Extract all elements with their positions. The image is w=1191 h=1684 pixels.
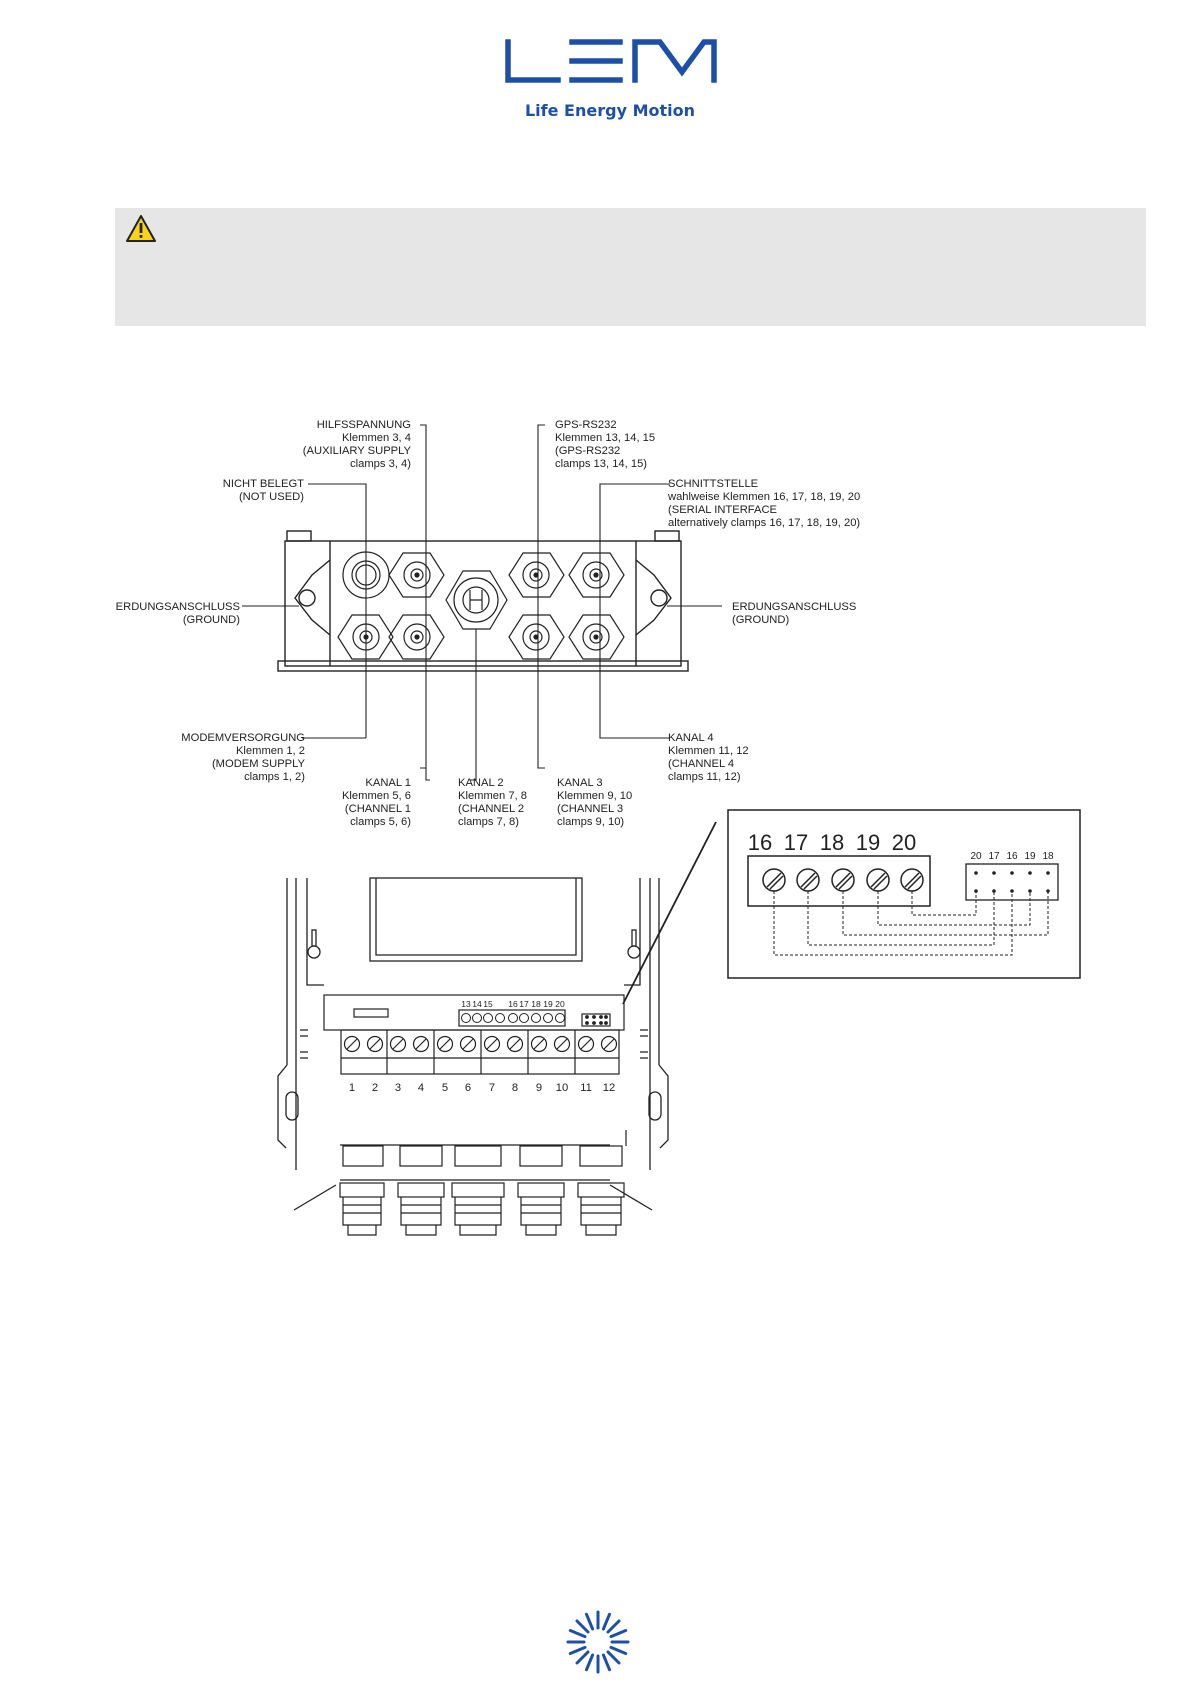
gland-channel-3	[509, 615, 564, 659]
diagram-label: (MODEM SUPPLY	[211, 758, 305, 770]
diagram-label: (NOT USED)	[238, 491, 304, 503]
diagram-label: (CHANNEL 4	[668, 758, 735, 770]
label-schnittstelle	[667, 478, 860, 529]
diagram-label: KANAL 1	[365, 777, 411, 789]
diagram-label: (GROUND)	[182, 614, 240, 626]
diagram-label: ERDUNGSANSCHLUSS	[115, 601, 240, 613]
label-kanal-2	[458, 777, 527, 828]
diagram-label: clamps 13, 14, 15)	[555, 458, 648, 470]
diagram-label: 20	[555, 999, 565, 1009]
diagram-label: KANAL 2	[458, 777, 504, 789]
diagram-label: (CHANNEL 2	[458, 803, 525, 815]
label-ground-right	[732, 601, 856, 626]
diagram-label: HILFSSPANNUNG	[316, 419, 411, 431]
logo-tagline: Life Energy Motion	[524, 101, 695, 120]
cable-glands	[338, 552, 624, 659]
diagram-label: (SERIAL INTERFACE	[668, 504, 777, 516]
diagram-label: 19	[1024, 851, 1036, 862]
diagram-label: alternatively clamps 16, 17, 18, 19, 20)	[668, 517, 861, 529]
diagram-label: 11	[580, 1082, 592, 1094]
diagram-label: 15	[483, 999, 493, 1009]
label-kanal-3	[557, 777, 632, 828]
diagram-label: clamps 9, 10)	[557, 816, 625, 828]
diagram-label: (GPS-RS232	[555, 445, 621, 457]
diagram-label: MODEMVERSORGUNG	[181, 732, 305, 744]
housing-bottom-view	[278, 531, 688, 671]
diagram-label: (CHANNEL 3	[557, 803, 624, 815]
diagram-label: 17	[988, 851, 1000, 862]
diagram-label: 7	[488, 1082, 496, 1094]
diagram-label: 18	[819, 830, 845, 855]
diagram-label: SCHNITTSTELLE	[668, 478, 759, 490]
diagram-label: 14	[472, 999, 482, 1009]
label-ground-left	[116, 601, 241, 626]
label-kanal-4	[668, 732, 749, 783]
diagram-label: 16	[1006, 851, 1018, 862]
lem-sunburst-icon	[563, 1607, 633, 1677]
diagram-label: 19	[543, 999, 553, 1009]
diagram-label: 4	[417, 1082, 425, 1094]
diagram-label: clamps 3, 4)	[350, 458, 411, 470]
label-gps	[555, 419, 655, 470]
diagram-label: (CHANNEL 1	[344, 803, 411, 815]
diagram-label: 20	[891, 830, 917, 855]
diagram-label: 8	[511, 1082, 519, 1094]
diagram-label: 6	[464, 1082, 472, 1094]
serial-interface-inset	[623, 810, 1080, 1004]
gland-gps	[509, 553, 564, 597]
diagram-label: 17	[783, 830, 809, 855]
diagram-label: NICHT BELEGT	[222, 478, 304, 490]
diagram-label: KANAL 3	[557, 777, 603, 789]
diagram-label: Klemmen 3, 4	[341, 432, 411, 444]
device-cable-glands	[340, 1130, 626, 1235]
gland-channel-2	[446, 571, 507, 629]
diagram-label: 5	[441, 1082, 449, 1094]
inset-screw-terminals	[763, 869, 923, 891]
diagram-label: clamps 11, 12)	[668, 771, 741, 783]
top-terminal-numbers	[461, 999, 565, 1009]
diagram-label: 3	[394, 1082, 402, 1094]
diagram-label: Klemmen 5, 6	[341, 790, 411, 802]
gland-serial	[569, 553, 624, 597]
label-kanal-1	[342, 777, 411, 828]
top-terminal-screws	[462, 1014, 565, 1023]
diagram-label: 10	[555, 1082, 569, 1094]
diagram-label: Klemmen 7, 8	[458, 790, 528, 802]
diagram-label: ERDUNGSANSCHLUSS	[732, 601, 857, 613]
gland-channel-4	[569, 615, 624, 659]
diagram-label: 1	[348, 1082, 356, 1094]
diagram-label: 18	[531, 999, 541, 1009]
label-nicht-belegt	[223, 478, 305, 503]
label-hilfsspannung	[303, 419, 412, 470]
diagram-label: Klemmen 9, 10	[557, 790, 633, 802]
diagram-label: 13	[461, 999, 471, 1009]
diagram-label: KANAL 4	[668, 732, 714, 744]
diagram-label: 9	[535, 1082, 543, 1094]
diagram-label: clamps 5, 6)	[350, 816, 411, 828]
inset-pointer-line	[623, 822, 716, 1004]
bottom-terminal-numbers	[349, 1082, 615, 1094]
diagram-label: 2	[371, 1082, 379, 1094]
diagram-label: 16	[508, 999, 518, 1009]
diagram-label: 20	[970, 851, 982, 862]
diagram-label: Klemmen 13, 14, 15	[555, 432, 656, 444]
diagram-label: clamps 1, 2)	[244, 771, 305, 783]
diagram-label: (AUXILIARY SUPPLY	[302, 445, 411, 457]
inset-connector-pins	[974, 871, 1050, 893]
diagram-label: clamps 7, 8)	[458, 816, 519, 828]
diagram-label: Klemmen 1, 2	[235, 745, 305, 757]
diagram-label: 12	[602, 1082, 616, 1094]
gland-aux	[389, 553, 444, 597]
diagram-label: 16	[747, 830, 773, 855]
diagram-label: 17	[519, 999, 529, 1009]
label-modem	[181, 732, 305, 783]
diagram-label: wahlweise Klemmen 16, 17, 18, 19, 20	[668, 491, 861, 503]
diagram-label: 18	[1042, 851, 1054, 862]
diagram-label: Klemmen 11, 12	[668, 745, 749, 757]
gland-channel-1	[389, 615, 444, 659]
diagram-label: (GROUND)	[732, 614, 790, 626]
diagram-label: 19	[855, 830, 881, 855]
diagram-label: GPS-RS232	[555, 419, 617, 431]
bottom-terminal-block	[341, 1030, 619, 1074]
